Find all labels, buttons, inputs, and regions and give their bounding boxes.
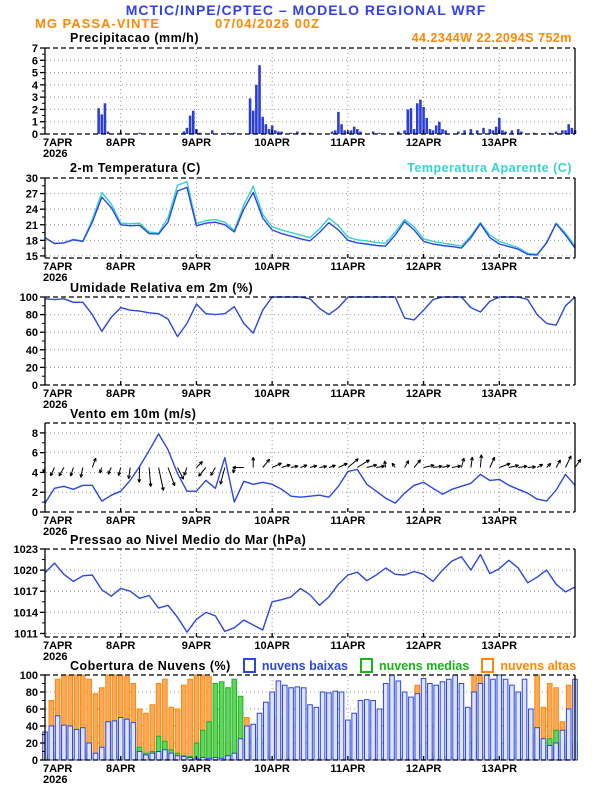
pressure-panel-title: Pressao ao Nivel Medio do Mar (hPa) [70, 533, 307, 547]
svg-text:9APR: 9APR [181, 640, 212, 652]
svg-text:13APR: 13APR [481, 763, 518, 775]
svg-text:1023: 1023 [13, 544, 38, 556]
svg-text:7APR: 7APR [43, 515, 73, 527]
svg-text:9APR: 9APR [181, 137, 212, 149]
svg-text:6: 6 [31, 55, 38, 68]
svg-text:13APR: 13APR [481, 137, 518, 149]
svg-text:12APR: 12APR [405, 763, 442, 775]
svg-text:10APR: 10APR [254, 640, 290, 652]
apparent-temperature-label: Temperatura Aparente (C) [407, 161, 572, 175]
svg-text:20: 20 [25, 738, 38, 750]
svg-text:0: 0 [31, 507, 38, 519]
svg-text:1020: 1020 [13, 565, 38, 578]
cloud-panel-title: Cobertura de Nuvens (%) [70, 658, 231, 673]
svg-text:6: 6 [31, 447, 38, 460]
station-coordinates: 44.2344W 22.2094S 752m [411, 31, 572, 45]
svg-text:8APR: 8APR [106, 137, 136, 149]
svg-text:12APR: 12APR [405, 137, 442, 149]
svg-text:1: 1 [31, 116, 38, 129]
svg-text:10APR: 10APR [254, 388, 290, 400]
svg-text:10APR: 10APR [254, 261, 290, 273]
svg-text:2026: 2026 [43, 272, 68, 284]
svg-text:10APR: 10APR [254, 515, 290, 527]
svg-text:24: 24 [25, 204, 38, 217]
svg-text:100: 100 [19, 292, 38, 304]
svg-text:15: 15 [25, 250, 38, 263]
legend-nuvens-baixas: nuvens baixas [261, 658, 348, 673]
nuvens-baixas-swatch-icon [243, 658, 256, 673]
legend-nuvens-medias: nuvens medias [379, 658, 470, 673]
nuvens-medias-swatch-icon [360, 658, 373, 673]
svg-text:10APR: 10APR [254, 137, 290, 149]
svg-text:100: 100 [19, 670, 38, 682]
svg-text:9APR: 9APR [181, 515, 212, 527]
svg-text:30: 30 [25, 173, 38, 185]
svg-text:8APR: 8APR [106, 388, 136, 400]
svg-text:2026: 2026 [43, 148, 68, 160]
svg-text:27: 27 [25, 188, 38, 201]
svg-text:20: 20 [25, 362, 38, 375]
svg-text:12APR: 12APR [405, 261, 442, 273]
svg-text:7APR: 7APR [43, 640, 73, 652]
svg-text:80: 80 [25, 687, 38, 699]
svg-text:60: 60 [25, 327, 38, 340]
svg-text:13APR: 13APR [481, 388, 518, 400]
svg-text:8APR: 8APR [106, 640, 136, 652]
svg-text:2026: 2026 [43, 651, 68, 663]
svg-text:40: 40 [25, 721, 38, 733]
page-title: MCTIC/INPE/CPTEC – MODELO REGIONAL WRF [125, 2, 487, 18]
svg-text:13APR: 13APR [481, 640, 518, 652]
svg-text:1014: 1014 [13, 607, 38, 620]
svg-text:0: 0 [31, 755, 38, 767]
svg-text:40: 40 [25, 344, 38, 357]
svg-text:11APR: 11APR [330, 640, 366, 652]
svg-text:4: 4 [31, 467, 38, 480]
svg-text:4: 4 [31, 79, 38, 92]
svg-text:8: 8 [31, 427, 38, 440]
svg-text:0: 0 [31, 129, 38, 141]
svg-text:12APR: 12APR [405, 515, 442, 527]
svg-text:8APR: 8APR [106, 515, 136, 527]
svg-text:7APR: 7APR [43, 137, 73, 149]
svg-text:18: 18 [25, 235, 38, 248]
svg-text:9APR: 9APR [181, 763, 212, 775]
svg-text:80: 80 [25, 309, 38, 322]
precip-panel-title: Precipitacao (mm/h) [70, 31, 199, 45]
svg-text:8APR: 8APR [106, 763, 136, 775]
station-name: MG PASSA-VINTE [35, 16, 160, 31]
svg-text:11APR: 11APR [330, 388, 366, 400]
svg-text:10APR: 10APR [254, 763, 290, 775]
svg-text:9APR: 9APR [181, 388, 212, 400]
svg-text:2026: 2026 [43, 399, 68, 411]
svg-text:3: 3 [31, 92, 38, 105]
legend-nuvens-altas: nuvens altas [500, 658, 577, 673]
model-run-datetime: 07/04/2026 00Z [215, 16, 321, 31]
svg-text:0: 0 [31, 380, 38, 392]
temperature-panel-title: 2-m Temperatura (C) [70, 161, 201, 175]
svg-text:21: 21 [25, 219, 38, 232]
svg-text:11APR: 11APR [330, 763, 366, 775]
svg-text:7: 7 [31, 43, 38, 55]
svg-text:60: 60 [25, 704, 38, 716]
svg-text:7APR: 7APR [43, 763, 73, 775]
svg-text:9APR: 9APR [181, 261, 212, 273]
svg-text:12APR: 12APR [405, 388, 442, 400]
svg-text:13APR: 13APR [481, 515, 518, 527]
svg-text:1017: 1017 [13, 586, 38, 599]
svg-text:12APR: 12APR [405, 640, 442, 652]
svg-text:2: 2 [31, 104, 38, 117]
svg-text:11APR: 11APR [330, 261, 366, 273]
wind-panel-title: Vento em 10m (m/s) [70, 407, 197, 421]
humidity-panel-title: Umidade Relativa em 2m (%) [70, 281, 254, 295]
svg-text:13APR: 13APR [481, 261, 518, 273]
svg-text:11APR: 11APR [330, 515, 366, 527]
svg-text:2: 2 [31, 487, 38, 500]
svg-text:7APR: 7APR [43, 261, 73, 273]
nuvens-altas-swatch-icon [481, 658, 494, 673]
svg-text:1011: 1011 [14, 628, 38, 641]
svg-text:2026: 2026 [43, 526, 68, 538]
svg-text:7APR: 7APR [43, 388, 73, 400]
svg-text:5: 5 [31, 67, 38, 80]
svg-text:8APR: 8APR [106, 261, 136, 273]
cloud-panel-header [70, 658, 576, 673]
svg-text:2026: 2026 [43, 774, 68, 786]
svg-text:11APR: 11APR [330, 137, 366, 149]
